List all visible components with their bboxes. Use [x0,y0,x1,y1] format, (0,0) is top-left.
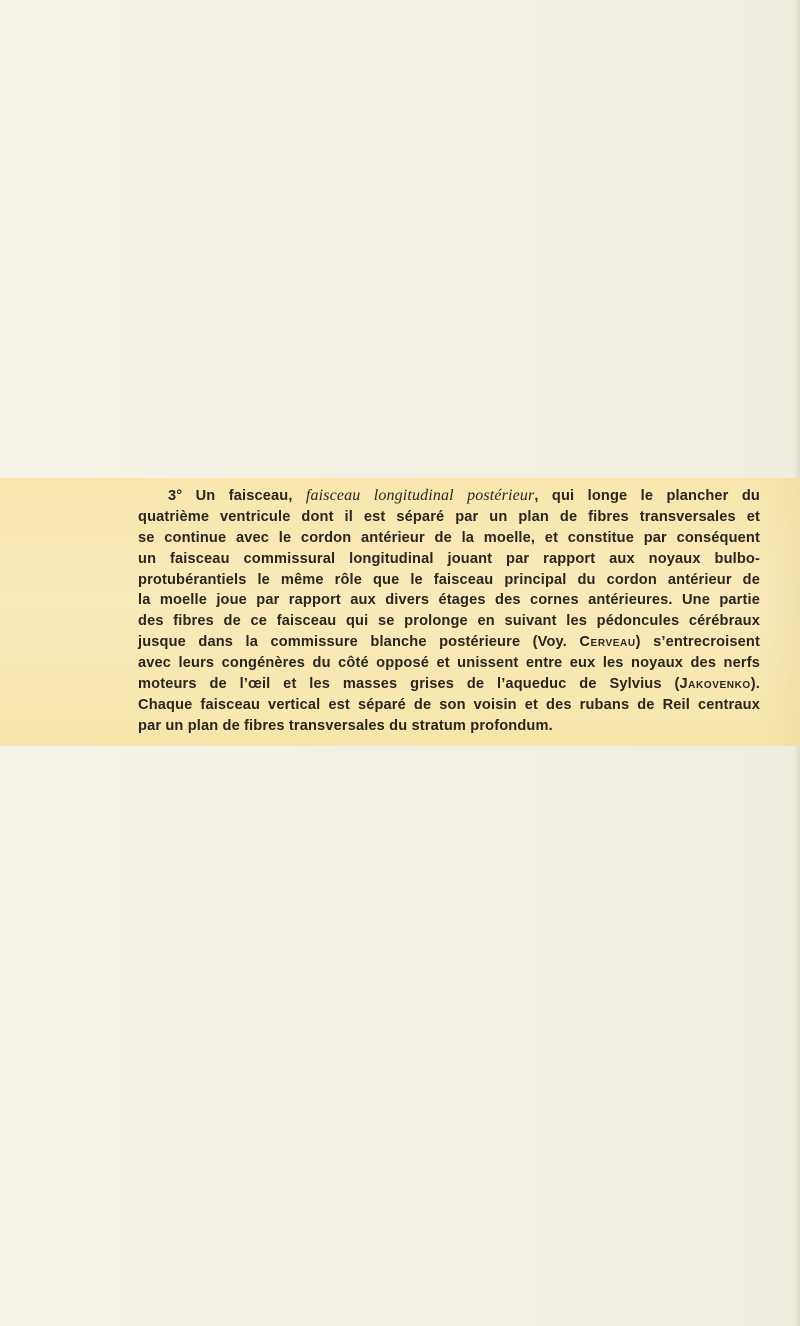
paragraph-line: des fibres de ce faisceau qui se prolonge en suivant les pédoncules cérébraux [138,613,760,630]
paragraph-line: par un plan de fibres transversales du stratum profondum. [138,717,553,734]
text-paragraph [138,486,760,737]
italic-term: faisceau longitudinal postérieur [305,487,535,504]
paragraph-line: jusque dans la commissure blanche postérieure (Voy. Cerveau) s’entrecroisent [138,634,760,651]
highlight-band-edge [760,478,800,746]
paragraph-line: la moelle joue par rapport aux divers étages des cornes antérieures. Une partie [138,592,760,609]
paragraph-line: Chaque faisceau vertical est séparé de son voisin et des rubans de Reil centraux [138,696,760,713]
smallcaps-author: Jakovenko [679,676,751,693]
paragraph-line: se continue avec le cordon antérieur de la moelle, et constitue par conséquent [138,529,760,546]
smallcaps-reference: Cerveau [579,634,636,651]
paragraph-line: quatrième ventricule dont il est séparé par un plan de fibres transversales et [138,508,760,525]
paragraph-line: un faisceau commissural longitudinal jouant par rapport aux noyaux bulbo- [138,550,760,567]
paragraph-line: 3° Un faisceau, faisceau longitudinal postérieur, qui longe le plancher du [168,487,760,504]
paragraph-line: avec leurs congénères du côté opposé et unissent entre eux les noyaux des nerfs [138,655,760,672]
paragraph-line: moteurs de l’œil et les masses grises de l’aqueduc de Sylvius (Jakovenko). [138,676,760,693]
paragraph-line: protubérantiels le même rôle que le faisceau principal du cordon antérieur de [138,571,760,588]
